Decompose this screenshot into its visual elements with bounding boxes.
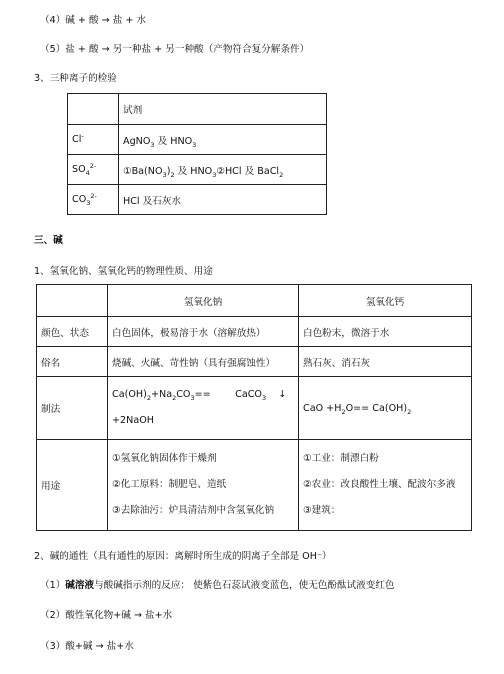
property-2: （2）酸性氧化物+碱 → 盐+水 [40, 610, 173, 621]
naoh-use-item: ①氢氧化钠固体作干燥剂 [112, 453, 217, 464]
ion-cell-cl: Cl- [68, 125, 119, 155]
base-general-properties-heading: 2、碱的通性（具有通性的原因：离解时所生成的阴离子全部是 OH⁻） [34, 551, 332, 562]
row-label-color: 颜色、状态 [37, 317, 108, 347]
ion-cell-co3: $CO_3^{2-}$ [68, 185, 119, 215]
line-base-acid: （4）碱 + 酸 → 盐 + 水 [40, 15, 147, 26]
caoh-common-name: 熟石灰、消石灰 [299, 347, 472, 377]
naoh-uses [108, 440, 299, 531]
base-properties-table [36, 284, 472, 531]
naoh-color-state: 白色固体，极易溶于水（溶解放热） [108, 317, 299, 347]
section-title-base: 三、碱 [34, 235, 63, 246]
reagent-cell-so4: $①Ba(NO_3)_2$ 及 $HNO_3②HCl$ 及 BaCl$_2$ [119, 155, 327, 185]
naoh-use-item: ③去除油污：炉具清洁剂中含氢氧化钠 [112, 505, 275, 516]
ion-test-table [67, 93, 327, 215]
line-salt-acid: （5）盐 + 酸 → 另一种盐 + 另一种酸（产物符合复分解条件） [40, 44, 310, 55]
col-header-naoh: 氢氧化钠 [108, 285, 299, 317]
row-label-name: 俗名 [37, 347, 108, 377]
naoh-preparation-line-1: $Ca(OH)_2+Na_2CO_3==$ CaCO$_3$ ↓ [112, 389, 287, 402]
reagent-cell-co3: HCl 及石灰水 [119, 185, 327, 215]
reagent-header: 试剂 [119, 94, 327, 125]
caoh-use-item: ①工业：制漂白粉 [303, 453, 379, 464]
caoh-use-item: ②农业：改良酸性土壤、配波尔多液 [303, 479, 456, 490]
caoh-preparation: CaO $+H_2O== Ca(OH)_2$ [299, 377, 472, 440]
col-header-caoh: 氢氧化钙 [299, 285, 472, 317]
property-1 [40, 577, 395, 591]
naoh-preparation-line-2: +2NaOH [112, 415, 154, 426]
ion-header-empty [68, 94, 119, 125]
caoh-use-item: ③建筑： [303, 505, 341, 516]
naoh-use-item: ②化工原料：制肥皂、造纸 [112, 479, 227, 490]
property-1-prefix: （1） [40, 580, 66, 591]
property-1-text: 与酸碱指示剂的反应： 使紫色石蕊试液变蓝色，使无色酚酞试液变红色 [94, 580, 395, 591]
naoh-common-name: 烧碱、火碱、苛性钠（具有强腐蚀性） [108, 347, 299, 377]
row-label-uses: 用途 [37, 440, 108, 531]
ion-test-heading: 3、三种离子的检验 [34, 73, 117, 84]
property-3: （3）酸+碱 → 盐+水 [40, 641, 134, 652]
property-1-bold: 碱溶液 [65, 580, 95, 591]
caoh-color-state: 白色粉末，微溶于水 [299, 317, 472, 347]
base-properties-heading: 1、氢氧化钠、氢氧化钙的物理性质、用途 [34, 266, 213, 277]
table-corner [37, 285, 108, 317]
ion-cell-so4: $SO_4^{2-}$ [68, 155, 119, 185]
caoh-uses [299, 440, 472, 531]
reagent-cell-cl: AgNO$_3$ 及 $HNO_3$ [119, 125, 327, 155]
naoh-preparation [108, 377, 299, 440]
row-label-preparation: 制法 [37, 377, 108, 440]
